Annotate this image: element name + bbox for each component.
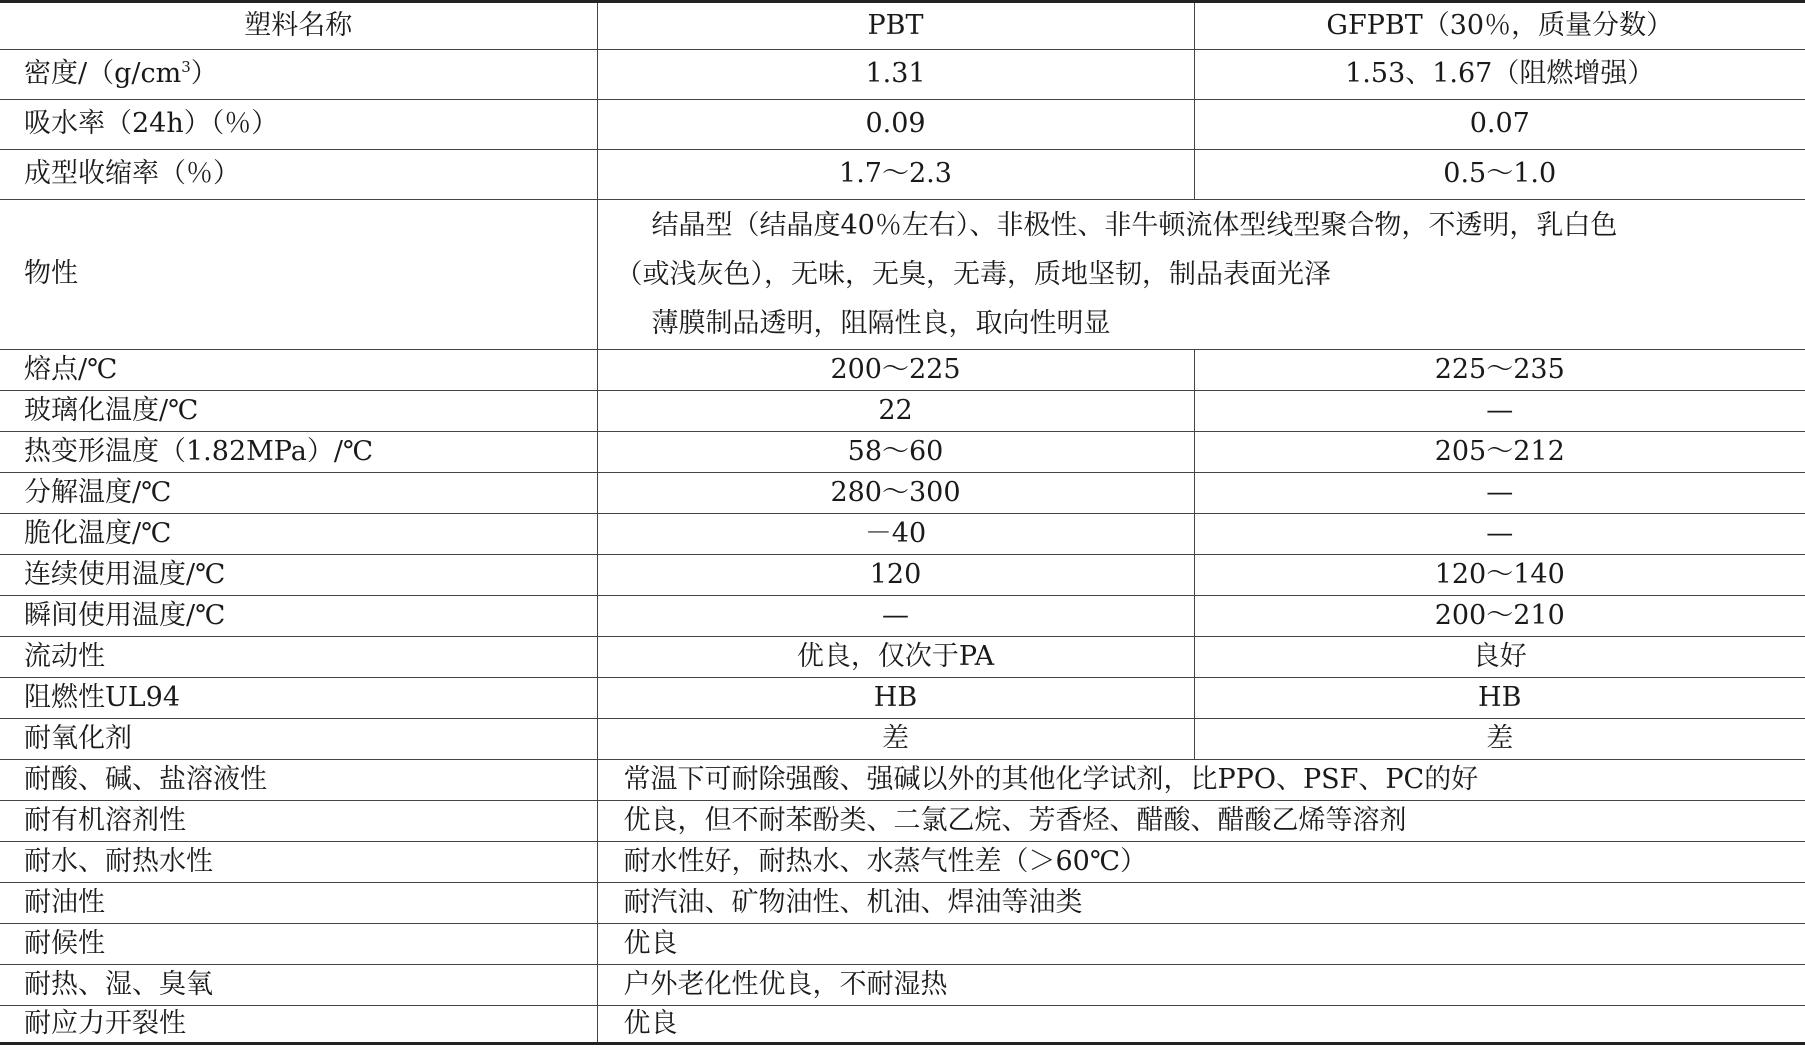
gfpbt-value: HB	[1194, 678, 1805, 719]
shared-value: 户外老化性优良，不耐湿热	[597, 965, 1805, 1006]
table-row	[0, 555, 1805, 596]
table-row	[0, 596, 1805, 637]
pbt-value: 22	[597, 391, 1194, 432]
physical-description	[597, 200, 1805, 350]
row-label: 熔点/℃	[0, 350, 597, 391]
shared-value: 优良，但不耐苯酚类、二氯乙烷、芳香烃、醋酸、醋酸乙烯等溶剂	[597, 801, 1805, 842]
table-row	[0, 965, 1805, 1006]
gfpbt-value: 0.5～1.0	[1194, 150, 1805, 200]
table-row	[0, 514, 1805, 555]
table-row	[0, 432, 1805, 473]
gfpbt-value: —	[1194, 514, 1805, 555]
description-line: （或浅灰色），无味，无臭，无毒，质地坚韧，制品表面光泽	[615, 259, 1331, 290]
row-label: 密度$/(g/cm^3)$	[0, 50, 597, 100]
gfpbt-value: —	[1194, 391, 1805, 432]
row-label: 耐酸、碱、盐溶液性	[0, 760, 597, 801]
pbt-value: —	[597, 596, 1194, 637]
shared-value: 常温下可耐除强酸、强碱以外的其他化学试剂，比PPO、PSF、PC的好	[597, 760, 1805, 801]
shared-value: 优良	[597, 1006, 1805, 1044]
pbt-value: 280～300	[597, 473, 1194, 514]
row-label: 耐应力开裂性	[0, 1006, 597, 1044]
table-row	[0, 473, 1805, 514]
table-row	[0, 842, 1805, 883]
pbt-value: 0.09	[597, 100, 1194, 150]
row-label: 热变形温度（1.82MPa）/℃	[0, 432, 597, 473]
gfpbt-value: 200～210	[1194, 596, 1805, 637]
row-label: 耐有机溶剂性	[0, 801, 597, 842]
table-row	[0, 50, 1805, 100]
description-line: 薄膜制品透明，阻隔性良，取向性明显	[651, 308, 1111, 339]
table-row	[0, 150, 1805, 200]
row-label: 耐候性	[0, 924, 597, 965]
row-label: 耐氧化剂	[0, 719, 597, 760]
header-cell: 塑料名称	[0, 2, 597, 50]
row-label: 阻燃性UL94	[0, 678, 597, 719]
table-row	[0, 391, 1805, 432]
row-label: 连续使用温度/℃	[0, 555, 597, 596]
pbt-value: －40	[597, 514, 1194, 555]
pbt-value: HB	[597, 678, 1194, 719]
shared-value: 优良	[597, 924, 1805, 965]
table-row	[0, 637, 1805, 678]
row-label: 耐热、湿、臭氧	[0, 965, 597, 1006]
row-label: 吸水率（24h）（％）	[0, 100, 597, 150]
table-row	[0, 801, 1805, 842]
gfpbt-value: —	[1194, 473, 1805, 514]
header-cell: GFPBT（30％，质量分数）	[1194, 2, 1805, 50]
gfpbt-value: 0.07	[1194, 100, 1805, 150]
table-row	[0, 200, 1805, 350]
table-row	[0, 100, 1805, 150]
table-row	[0, 719, 1805, 760]
shared-value: 耐汽油、矿物油性、机油、焊油等油类	[597, 883, 1805, 924]
pbt-value: 1.7～2.3	[597, 150, 1194, 200]
row-label: 玻璃化温度/℃	[0, 391, 597, 432]
row-label: 分解温度/℃	[0, 473, 597, 514]
row-label: 瞬间使用温度/℃	[0, 596, 597, 637]
row-label: 流动性	[0, 637, 597, 678]
pbt-value: 优良，仅次于PA	[597, 637, 1194, 678]
row-label: 物性	[0, 200, 597, 350]
shared-value: 耐水性好，耐热水、水蒸气性差（＞60℃）	[597, 842, 1805, 883]
table-row	[0, 924, 1805, 965]
gfpbt-value: 225～235	[1194, 350, 1805, 391]
row-label: 成型收缩率（％）	[0, 150, 597, 200]
header-cell: PBT	[597, 2, 1194, 50]
table-row	[0, 1006, 1805, 1044]
description-line: 结晶型（结晶度40％左右）、非极性、非牛顿流体型线型聚合物，不透明，乳白色	[651, 210, 1618, 241]
pbt-value: 120	[597, 555, 1194, 596]
gfpbt-value: 120～140	[1194, 555, 1805, 596]
pbt-value: 1.31	[597, 50, 1194, 100]
table-row	[0, 760, 1805, 801]
gfpbt-value: 205～212	[1194, 432, 1805, 473]
gfpbt-value: 良好	[1194, 637, 1805, 678]
row-label: 耐油性	[0, 883, 597, 924]
pbt-value: 差	[597, 719, 1194, 760]
row-label: 耐水、耐热水性	[0, 842, 597, 883]
header-row	[0, 2, 1805, 50]
gfpbt-value: 差	[1194, 719, 1805, 760]
table-row	[0, 678, 1805, 719]
row-label: 脆化温度/℃	[0, 514, 597, 555]
pbt-value: 58～60	[597, 432, 1194, 473]
pbt-value: 200～225	[597, 350, 1194, 391]
table-row	[0, 883, 1805, 924]
table-row	[0, 350, 1805, 391]
gfpbt-value: 1.53、1.67（阻燃增强）	[1194, 50, 1805, 100]
